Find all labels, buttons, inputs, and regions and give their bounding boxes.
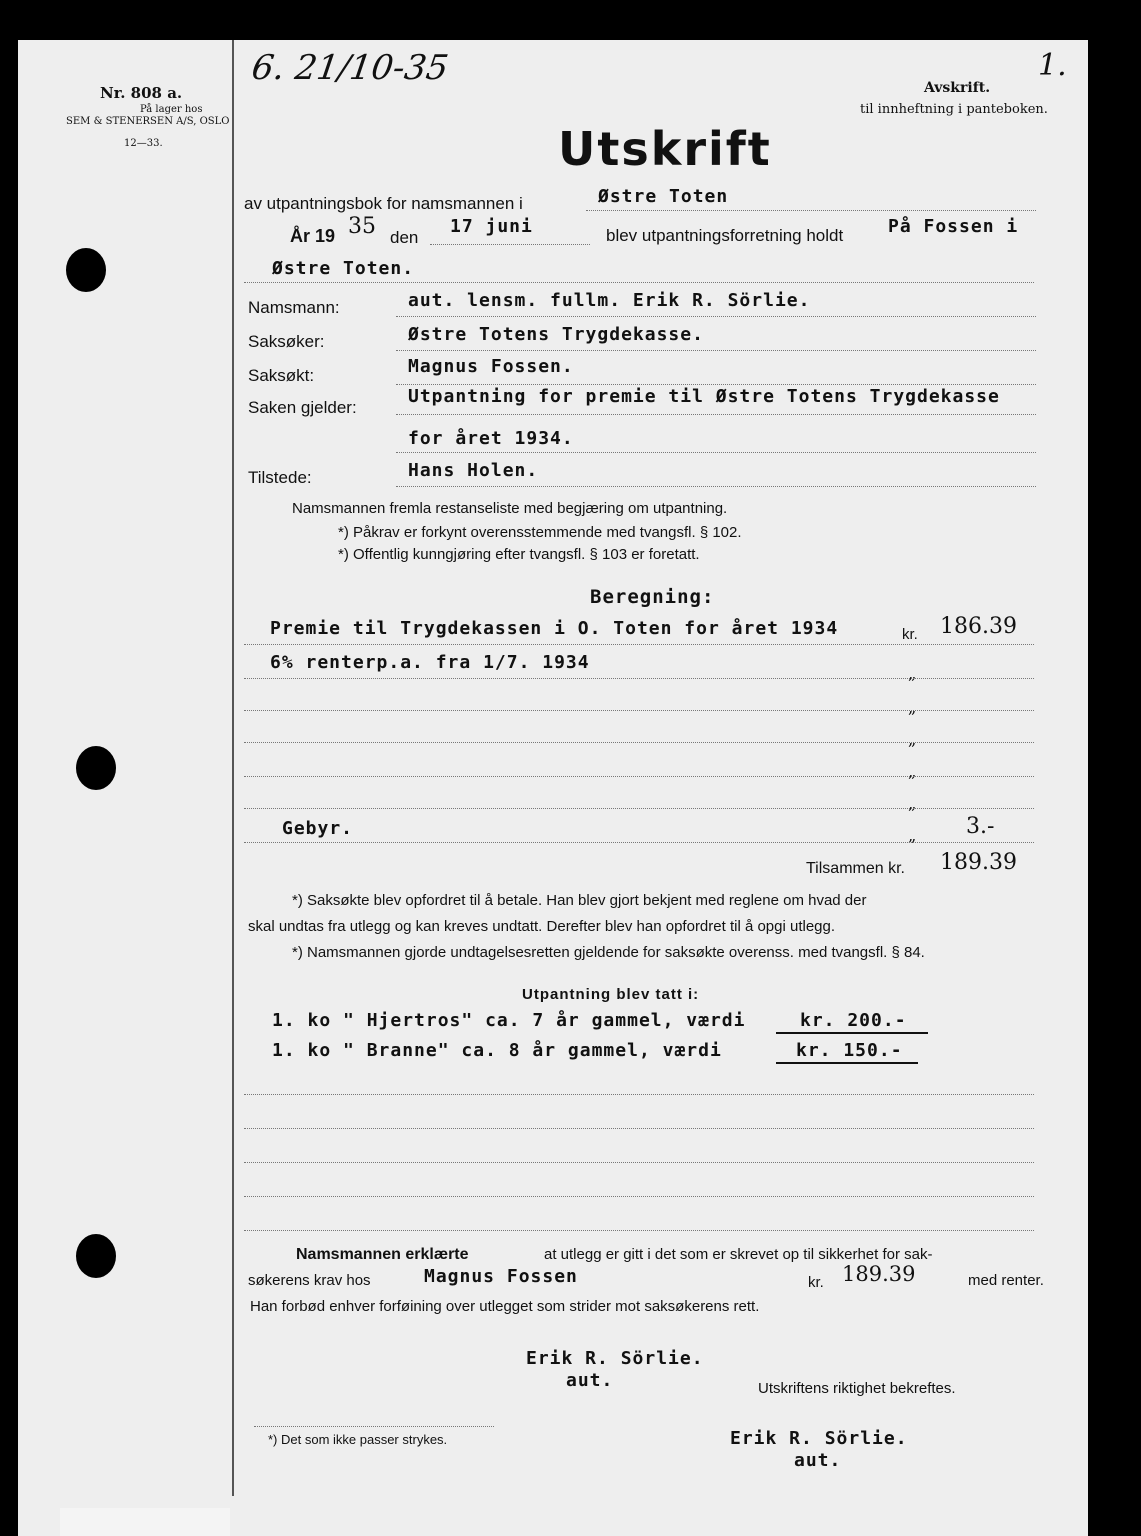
note-line: *) Namsmannen gjorde undtagelsesretten gjeldende for saksøkte overenss. med tvangsfl. § 84. [292,944,925,961]
fill-line [244,282,1034,283]
statement-line: *) Påkrav er forkynt overensstemmende med tvangsfl. § 102. [338,524,742,541]
utpantning-item-value: kr. 150.- [796,1040,903,1061]
declaration-text: Han forbød enhver forføining over utlegget som strider mot saksøkerens rett. [250,1298,760,1315]
statement-line: Namsmannen fremla restanseliste med begjæring om utpantning. [292,500,728,517]
fill-line [396,486,1036,487]
fill-line [244,776,1034,777]
fill-line [244,710,1034,711]
signature-title: aut. [566,1370,614,1391]
fill-line [244,842,1034,843]
footnote: *) Det som ikke passer strykes. [268,1432,448,1447]
ditto-mark: „ [908,730,917,749]
printer-line: 12—33. [124,138,163,149]
fill-line [244,1196,1034,1197]
fill-line [244,678,1034,679]
certification-text: Utskriftens riktighet bekreftes. [758,1380,956,1397]
signature-name: Erik R. Sörlie. [526,1348,704,1369]
margin-rule [232,40,234,1496]
saksoker-label: Saksøker: [248,332,325,351]
page-number: 1. [1038,48,1067,83]
holdt-label: blev utpantningsforretning holdt [606,226,844,245]
signature-name: Erik R. Sörlie. [730,1428,908,1449]
avskrift-subtitle: til innheftning i panteboken. [860,102,1048,117]
fill-line [586,210,1036,211]
tilstede-label: Tilstede: [248,468,312,487]
ditto-mark: „ [908,794,917,813]
utpantning-heading: Utpantning blev tatt i: [522,986,700,1003]
punch-hole [66,248,106,292]
intro-text: av utpantningsbok for namsmannen i [244,194,523,213]
place-value: På Fossen i [888,216,1019,237]
fill-line [254,1426,494,1427]
currency-label: kr. [902,626,918,643]
year-label: År 19 [290,226,336,246]
total-label: Tilsammen kr. [806,860,905,877]
gjelder-value-continued: for året 1934. [408,428,574,449]
fill-line [430,244,590,245]
utpantning-item: 1. ko " Hjertros" ca. 7 år gammel, værdi [272,1010,746,1031]
fill-line [244,1162,1034,1163]
printer-line: SEM & STENERSEN A/S, OSLO [66,116,230,127]
fill-line [244,808,1034,809]
declaration-amount: 189.39 [842,1262,916,1286]
fill-line [244,1094,1034,1095]
ditto-mark: „ [908,826,917,845]
saksokt-label: Saksøkt: [248,366,315,385]
underline [776,1032,928,1034]
gebyr-text: Gebyr. [282,818,354,839]
punch-hole [76,1234,116,1278]
saksoker-value: Østre Totens Trygdekasse. [408,324,704,345]
fill-line [396,316,1036,317]
declaration-text: søkerens krav hos [248,1272,371,1289]
tilstede-value: Hans Holen. [408,460,539,481]
form-number: Nr. 808 a. [100,84,183,102]
scan-label-tab [60,1508,230,1536]
underline [776,1062,918,1064]
fill-line [396,384,1036,385]
note-line: *) Saksøkte blev opfordret til å betale. Han blev gjort bekjent med reglene om hvad der [292,892,867,909]
declaration-text: at utlegg er gitt i det som er skrevet op til sikkerhet for sak- [544,1246,933,1263]
declaration-lead: Namsmannen erklærte [296,1246,469,1263]
calc-row-amount: 186.39 [940,614,1017,639]
place-value-continued: Østre Toten. [272,258,415,279]
statement-line: *) Offentlig kunngjøring efter tvangsfl. § 103 er foretatt. [338,546,700,563]
utpantning-item: 1. ko " Branne" ca. 8 år gammel, værdi [272,1040,722,1061]
note-line: skal undtas fra utlegg og kan kreves undtatt. Derefter blev han opfordret til å opgi utlegg. [248,918,836,935]
fill-line [244,1128,1034,1129]
fill-line [396,350,1036,351]
ditto-mark: „ [908,664,917,683]
fill-line [396,414,1036,415]
namsmann-value: aut. lensm. fullm. Erik R. Sörlie. [408,290,811,311]
namsmann-label: Namsmann: [248,298,340,317]
fill-line [244,644,1034,645]
printer-line: På lager hos [140,104,203,115]
gebyr-amount: 3.- [966,814,995,839]
fill-line [396,452,1036,453]
ditto-mark: „ [908,762,917,781]
signature-title: aut. [794,1450,842,1471]
date-label: den [390,228,419,247]
gjelder-value: Utpantning for premie til Østre Totens Trygdekasse [408,386,1000,407]
date-value: 17 juni [450,216,533,237]
fill-line [244,1230,1034,1231]
year-value: 35 [348,214,376,239]
total-amount: 189.39 [940,850,1017,875]
fill-line [244,742,1034,743]
document-title: Utskrift [558,122,772,176]
ditto-mark: „ [908,698,917,717]
declaration-text: med renter. [968,1272,1044,1289]
avskrift-label: Avskrift. [924,80,991,96]
calc-row-text: 6% renterp.a. fra 1/7. 1934 [270,652,590,673]
handwritten-reference: 6. 21/10-35 [249,48,451,88]
debtor-name: Magnus Fossen [424,1266,578,1287]
saksokt-value: Magnus Fossen. [408,356,574,377]
punch-hole [76,746,116,790]
kr-label: kr. [808,1274,824,1291]
beregning-heading: Beregning: [590,586,715,608]
calc-row-text: Premie til Trygdekassen i O. Toten for året 1934 [270,618,839,639]
gjelder-label: Saken gjelder: [248,398,357,417]
utpantning-item-value: kr. 200.- [800,1010,907,1031]
district-value: Østre Toten [598,186,729,207]
